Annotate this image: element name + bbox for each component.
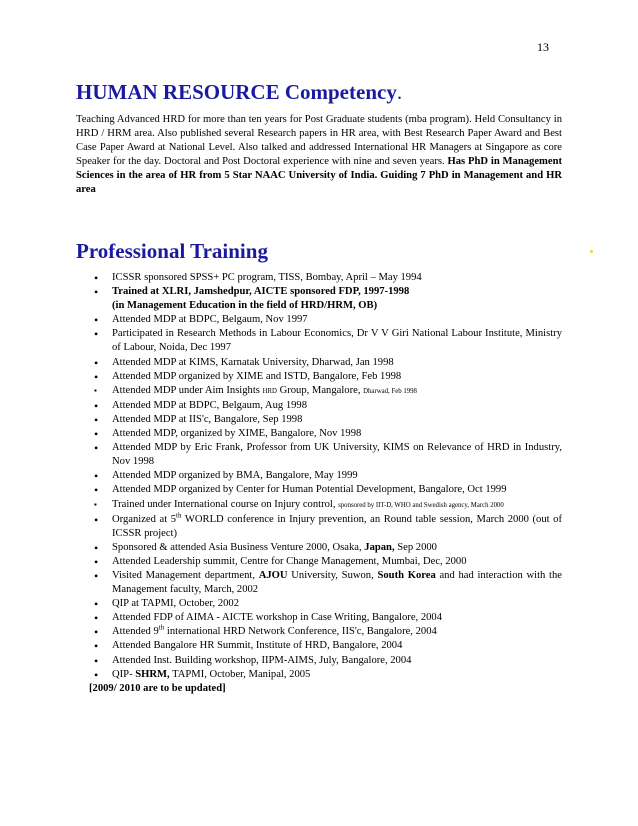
- hr-para-text: Teaching Advanced HRD for more than ten years for Post Graduate students (mba program). Held Consultancy in HRD / HRM area. Also published several Research papers in HR area, with Best Research Paper Award and Best Case Paper Award at National Level. Also talked and addressed International HR Managers at Singapore as core Speaker for the day. Doctoral and Post Doctoral experience with nine and seven years.: [76, 114, 562, 168]
- list-item: [94, 327, 562, 355]
- list-item: [94, 541, 562, 555]
- list-item: [94, 513, 562, 541]
- item-text: Group, Mangalore,: [276, 384, 364, 396]
- item-sup: th: [176, 511, 182, 520]
- item-sup: th: [158, 623, 165, 632]
- item-bold: South Korea: [377, 569, 436, 581]
- item-text: Attended MDP at BDPC, Belgaum, Aug 1998: [112, 399, 308, 411]
- item-text: QIP at TAPMI, October, 2002: [112, 598, 240, 610]
- list-item: [94, 625, 562, 639]
- list-item: [94, 271, 562, 285]
- list-item: [94, 639, 562, 653]
- item-text: Attended MDP, organized by XIME, Bangalore, Nov 1998: [112, 428, 362, 440]
- item-text: QIP-: [112, 668, 136, 680]
- item-text: Attended MDP by Eric Frank, Professor from UK University, KIMS on Relevance of HRD in Industry, Nov 1998: [112, 442, 562, 468]
- item-bold: Trained at XLRI, Jamshedpur, AICTE sponsored FDP, 1997-1998: [112, 286, 410, 298]
- stray-dot-mark: [590, 250, 593, 253]
- item-text: Attended 9: [112, 626, 159, 638]
- item-text: and had interaction with the Management faculty, March, 2002: [112, 569, 562, 596]
- list-item: [94, 469, 562, 483]
- list-item: [94, 668, 562, 682]
- list-item: [94, 313, 562, 327]
- item-small: Dharwad, Feb 1998: [363, 387, 417, 395]
- item-text: Attended MDP at KIMS, Karnatak University, Dharwad, Jan 1998: [112, 356, 394, 368]
- list-item: [94, 399, 562, 413]
- list-item: [94, 569, 562, 597]
- training-list: [94, 271, 562, 682]
- hr-competency-paragraph: [76, 113, 562, 198]
- item-text: University, Suwon,: [287, 569, 378, 581]
- item-text: Attended MDP at IIS'c, Bangalore, Sep 1998: [112, 413, 303, 425]
- list-item: [94, 413, 562, 427]
- list-item: [94, 441, 562, 469]
- list-item: [94, 555, 562, 569]
- item-text: Attended Inst. Building workshop, IIPM-AIMS, July, Bangalore, 2004: [112, 654, 412, 666]
- item-text: Attended Bangalore HR Summit, Institute of HRD, Bangalore, 2004: [112, 640, 403, 652]
- item-bold: AJOU: [258, 569, 288, 581]
- item-bold: SHRM,: [135, 668, 170, 680]
- list-item: [94, 498, 562, 513]
- item-text: Attended FDP of AIMA - AICTE workshop in Case Writing, Bangalore, 2004: [112, 612, 443, 624]
- item-text: Organized at 5: [112, 513, 177, 525]
- item-text: Sep 2000: [394, 541, 437, 553]
- professional-training-heading: Professional Training: [76, 239, 268, 263]
- item-small: sponsored by IIT-D, WHO and Swedish agency, March 2000: [338, 501, 504, 509]
- item-text: WORLD conference in Injury prevention, an Round table session, March 2000 (out of ICSSR project): [112, 513, 562, 539]
- hr-heading-text: HUMAN RESOURCE Competency: [76, 80, 397, 104]
- item-text: Attended Leadership summit, Centre for Change Management, Mumbai, Dec, 2000: [112, 555, 467, 567]
- item-text: TAPMI, October, Manipal, 2005: [169, 668, 311, 680]
- update-note: [2009/ 2010 are to be updated]: [89, 683, 226, 694]
- item-text: Trained under International course on Injury control,: [112, 498, 339, 510]
- item-bold: Japan,: [364, 541, 395, 553]
- item-text: Attended MDP under Aim Insights: [112, 384, 263, 396]
- item-text: Attended MDP organized by XIME and ISTD, Bangalore, Feb 1998: [112, 370, 402, 382]
- hr-competency-heading: [76, 80, 402, 105]
- item-text: ICSSR sponsored SPSS+ PC program, TISS, Bombay, April – May 1994: [112, 272, 422, 283]
- list-item: [94, 427, 562, 441]
- item-text: Attended MDP organized by BMA, Bangalore, May 1999: [112, 470, 358, 482]
- item-bold: (in Management Education in the field of HRD/HRM, OB): [112, 300, 378, 312]
- page-number: 13: [537, 40, 549, 54]
- item-small: HRD: [262, 387, 277, 395]
- item-text: Attended MDP at BDPC, Belgaum, Nov 1997: [112, 314, 308, 326]
- item-text: Visited Management department,: [112, 569, 259, 581]
- list-item: [94, 597, 562, 611]
- list-item: [94, 285, 562, 313]
- list-item: [94, 483, 562, 497]
- item-text: Attended MDP organized by Center for Human Potential Development, Bangalore, Oct 1999: [112, 484, 507, 496]
- list-item: [94, 384, 562, 399]
- item-text: international HRD Network Conference, IIS'c, Bangalore, 2004: [164, 626, 437, 638]
- hr-heading-dot: .: [396, 80, 403, 104]
- hr-para-bold: Has PhD in Management Sciences in the area of HR from 5 Star NAAC University of India. Guiding 7 PhD in Management and HR area: [76, 156, 562, 196]
- list-item: [94, 654, 562, 668]
- item-text: Participated in Research Methods in Labour Economics, Dr V V Giri National Labour Institute, Ministry of Labour, Noida, Dec 1997: [112, 328, 562, 354]
- list-item: [94, 356, 562, 370]
- item-text: Sponsored & attended Asia Business Venture 2000, Osaka,: [112, 541, 365, 553]
- list-item: [94, 370, 562, 384]
